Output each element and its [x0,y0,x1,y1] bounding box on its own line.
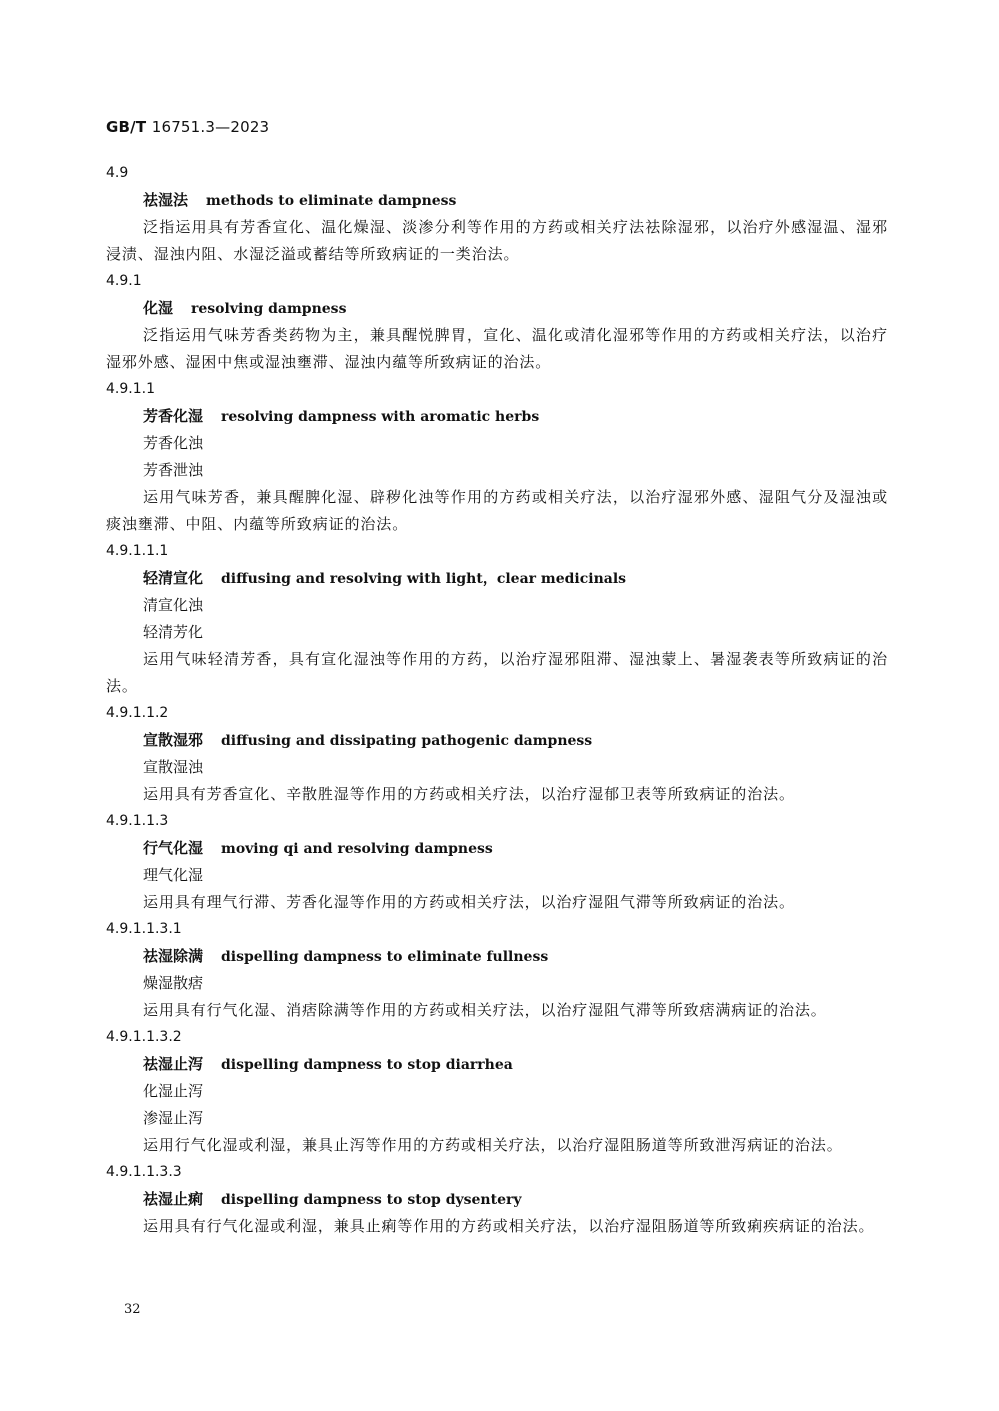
term-synonym: 芳香泄浊 [143,461,204,479]
term-entry [106,538,888,700]
term-english: resolving dampness with aromatic herbs [221,409,540,425]
term-chinese: 芳香化湿 [143,407,204,425]
term-synonym: 轻清芳化 [143,623,204,641]
term-entry [106,376,888,538]
term-chinese: 行气化湿 [143,839,204,857]
term-definition: 运用气味芳香，兼具醒脾化湿、辟秽化浊等作用的方药或相关疗法，以治疗湿邪外感、湿阻气分及湿浊或痰浊壅滞、中阻、内蕴等所致病证的治法。 [106,488,888,533]
term-heading [106,187,888,214]
entry-number: 4.9.1.1.3.3 [106,1164,182,1180]
term-chinese: 化湿 [143,299,174,317]
term-definition: 泛指运用具有芳香宣化、温化燥湿、淡渗分利等作用的方药或相关疗法祛除湿邪，以治疗外感湿温、湿邪浸渍、湿浊内阻、水湿泛溢或蓄结等所致病证的一类治法。 [106,218,888,263]
entries-container [106,160,888,1240]
entry-number: 4.9.1.1.1 [106,543,169,559]
term-heading [106,295,888,322]
term-heading [106,565,888,592]
term-entry [106,1024,888,1159]
term-heading [106,727,888,754]
term-english: moving qi and resolving dampness [221,841,493,857]
page-number: 32 [124,1302,141,1317]
term-english: diffusing and resolving with light，clear medicinals [221,571,627,587]
term-chinese: 祛湿除满 [143,947,204,965]
term-definition: 运用具有行气化湿或利湿，兼具止痢等作用的方药或相关疗法，以治疗湿阻肠道等所致痢疾病证的治法。 [143,1217,875,1235]
term-heading [106,1186,888,1213]
term-synonym: 化湿止泻 [143,1082,204,1100]
term-synonym: 芳香化浊 [143,434,204,452]
term-heading [106,835,888,862]
doc-standard-code: 16751.3—2023 [151,118,270,136]
term-definition: 泛指运用气味芳香类药物为主，兼具醒悦脾胃，宣化、温化或清化湿邪等作用的方药或相关疗法，以治疗湿邪外感、湿困中焦或湿浊壅滞、湿浊内蕴等所致病证的治法。 [106,326,888,371]
term-entry [106,1159,888,1240]
term-english: resolving dampness [191,301,347,317]
term-definition: 运用具有行气化湿、消痞除满等作用的方药或相关疗法，以治疗湿阻气滞等所致痞满病证的治法。 [143,1001,827,1019]
term-heading [106,403,888,430]
entry-number: 4.9 [106,165,129,181]
term-synonym: 宣散湿浊 [143,758,204,776]
term-synonym: 理气化湿 [143,866,204,884]
term-entry [106,160,888,268]
term-chinese: 轻清宣化 [143,569,204,587]
entry-number: 4.9.1.1.3.2 [106,1029,182,1045]
term-chinese: 祛湿法 [143,191,189,209]
term-english: diffusing and dissipating pathogenic dampness [221,733,593,749]
term-entry [106,808,888,916]
doc-header [106,118,269,136]
term-entry [106,916,888,1024]
term-english: dispelling dampness to stop diarrhea [221,1057,513,1073]
term-english: dispelling dampness to stop dysentery [221,1192,522,1208]
term-heading [106,1051,888,1078]
term-english: dispelling dampness to eliminate fullness [221,949,549,965]
term-definition: 运用气味轻清芳香，具有宣化湿浊等作用的方药，以治疗湿邪阻滞、湿浊蒙上、暑湿袭表等所致病证的治法。 [106,650,888,695]
term-entry [106,268,888,376]
entry-number: 4.9.1.1.3 [106,813,169,829]
term-synonym: 渗湿止泻 [143,1109,204,1127]
term-heading [106,943,888,970]
term-english: methods to eliminate dampness [206,193,457,209]
term-entry [106,700,888,808]
term-chinese: 宣散湿邪 [143,731,204,749]
entry-number: 4.9.1 [106,273,142,289]
entry-number: 4.9.1.1 [106,381,155,397]
term-chinese: 祛湿止泻 [143,1055,204,1073]
term-definition: 运用具有芳香宣化、辛散胜湿等作用的方药或相关疗法，以治疗湿郁卫表等所致病证的治法。 [143,785,795,803]
doc-standard-prefix: GB/T [106,118,147,136]
term-synonym: 燥湿散痞 [143,974,204,992]
term-synonym: 清宣化浊 [143,596,204,614]
entry-number: 4.9.1.1.3.1 [106,921,182,937]
term-definition: 运用行气化湿或利湿，兼具止泻等作用的方药或相关疗法，以治疗湿阻肠道等所致泄泻病证的治法。 [143,1136,843,1154]
entry-number: 4.9.1.1.2 [106,705,169,721]
term-definition: 运用具有理气行滞、芳香化湿等作用的方药或相关疗法，以治疗湿阻气滞等所致病证的治法。 [143,893,795,911]
term-chinese: 祛湿止痢 [143,1190,204,1208]
